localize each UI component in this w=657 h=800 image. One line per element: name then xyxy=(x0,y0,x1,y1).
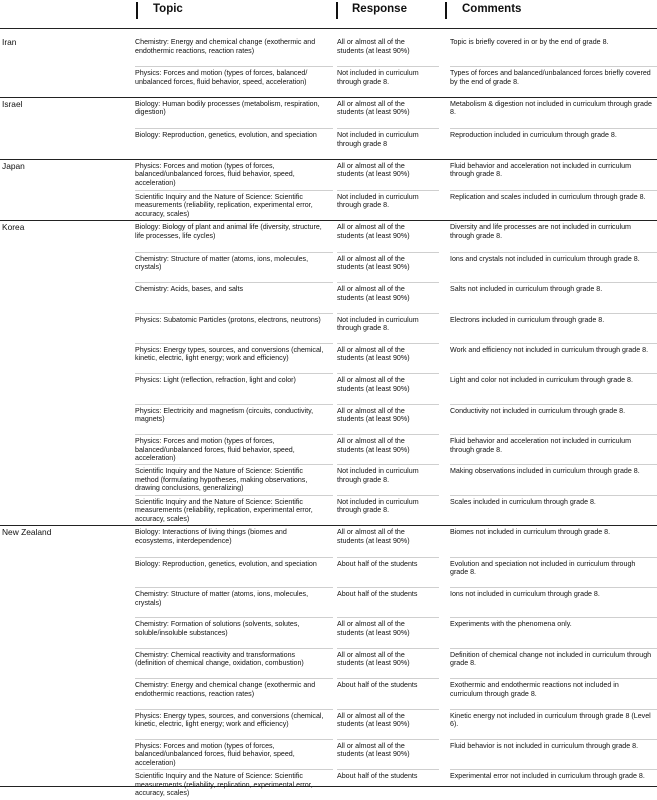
topic-cell: Scientific Inquiry and the Nature of Science: Scientific measurements (reliability, replication, experimental error, accuracy, scales) xyxy=(135,769,333,799)
comments-cell: Definition of chemical change not included in curriculum through grade 8. xyxy=(450,648,657,678)
response-cell: All or almost all of the students (at least 90%) xyxy=(337,648,439,678)
comments-cell: Experiments with the phenomena only. xyxy=(450,617,657,647)
column-gap xyxy=(439,160,450,190)
country-block xyxy=(0,97,657,159)
topic-cell: Physics: Energy types, sources, and conversions (chemical, kinetic, electric, light energy; work and efficiency) xyxy=(135,709,333,739)
country-block xyxy=(0,36,657,97)
country-name: Korea xyxy=(2,222,25,233)
country-name: Japan xyxy=(2,160,25,171)
topic-cell: Biology: Reproduction, genetics, evolution, and speciation xyxy=(135,557,333,587)
topic-cell: Physics: Forces and motion (types of forces, balanced/unbalanced forces, fluid behavior, speed, acceleration) xyxy=(135,739,333,769)
column-gap xyxy=(439,128,450,158)
comments-cell: Metabolism & digestion not included in curriculum through grade 8. xyxy=(450,99,652,117)
response-cell: All or almost all of the students (at least 90%) xyxy=(337,282,439,312)
country-name xyxy=(0,739,135,769)
comments-cell: Experimental error not included in curriculum through grade 8. xyxy=(450,769,657,799)
column-gap xyxy=(439,252,450,282)
topic-cell: Chemistry: Formation of solutions (solvents, solutes, soluble/insoluble substances) xyxy=(135,617,333,647)
response-cell: Not included in curriculum through grade 8. xyxy=(337,464,439,494)
table-row xyxy=(0,252,657,282)
comments-cell: Electrons included in curriculum through grade 8. xyxy=(450,313,657,343)
table-row xyxy=(0,739,657,769)
country-name xyxy=(0,282,135,312)
column-gap xyxy=(439,739,450,769)
country-name xyxy=(0,343,135,373)
table-row xyxy=(0,495,657,525)
table-row xyxy=(0,557,657,587)
topic-cell: Biology: Interactions of living things (biomes and ecosystems, interdependence) xyxy=(135,528,287,545)
response-cell: All or almost all of the students (at least 90%) xyxy=(337,434,439,464)
response-cell: All or almost all of the students (at least 90%) xyxy=(337,373,439,403)
table-body xyxy=(0,36,657,800)
response-cell: All or almost all of the students (at least 90%) xyxy=(337,343,439,373)
comments-cell: Making observations included in curriculum through grade 8. xyxy=(450,464,657,494)
header-comments: Comments xyxy=(462,3,522,15)
table-row xyxy=(0,282,657,312)
column-gap xyxy=(439,313,450,343)
response-cell: All or almost all of the students (at least 90%) xyxy=(337,161,410,179)
column-gap xyxy=(439,464,450,494)
table-header xyxy=(0,0,657,22)
comments-cell: Reproduction included in curriculum through grade 8. xyxy=(450,128,657,158)
response-cell: All or almost all of the students (at least 90%) xyxy=(337,528,410,545)
table-row xyxy=(0,66,657,96)
column-gap xyxy=(439,190,450,220)
topic-cell: Scientific Inquiry and the Nature of Science: Scientific measurements (reliability, replication, experimental error, accuracy, scales) xyxy=(135,495,333,525)
column-gap xyxy=(439,557,450,587)
header-topic: Topic xyxy=(153,3,183,15)
header-divider xyxy=(336,2,338,19)
country-name xyxy=(0,769,135,799)
column-gap xyxy=(439,373,450,403)
column-gap xyxy=(439,648,450,678)
table-row xyxy=(0,587,657,617)
column-gap xyxy=(439,404,450,434)
country-block xyxy=(0,159,657,221)
comments-cell: Scales included in curriculum through grade 8. xyxy=(450,495,657,525)
comments-cell: Ions and crystals not included in curriculum through grade 8. xyxy=(450,252,657,282)
column-gap xyxy=(439,343,450,373)
country-block xyxy=(0,220,657,525)
topic-cell: Physics: Energy types, sources, and conversions (chemical, kinetic, electric, light energy; work and efficiency) xyxy=(135,343,333,373)
bottom-rule xyxy=(0,786,657,787)
response-cell: About half of the students xyxy=(337,587,439,617)
response-cell: About half of the students xyxy=(337,678,439,708)
table-row xyxy=(0,36,657,66)
response-cell: All or almost all of the students (at least 90%) xyxy=(337,38,410,55)
country-name xyxy=(0,313,135,343)
country-name: Iran xyxy=(2,37,17,47)
topic-cell: Scientific Inquiry and the Nature of Science: Scientific measurements (reliability, replication, experimental error, accuracy, scales) xyxy=(135,190,333,220)
header-divider xyxy=(136,2,138,19)
column-gap xyxy=(439,526,450,556)
table-row xyxy=(0,313,657,343)
table-row xyxy=(0,464,657,494)
country-name xyxy=(0,66,135,96)
topic-cell: Physics: Forces and motion (types of forces, balanced/unbalanced forces, fluid behavior, speed, acceleration) xyxy=(135,434,333,464)
country-name xyxy=(0,252,135,282)
response-cell: All or almost all of the students (at least 90%) xyxy=(337,709,439,739)
column-gap xyxy=(439,617,450,647)
column-gap xyxy=(439,587,450,617)
country-name xyxy=(0,678,135,708)
comments-cell: Types of forces and balanced/unbalanced forces briefly covered by the end of grade 8. xyxy=(450,66,657,96)
response-cell: Not included in curriculum through grade 8. xyxy=(337,66,439,96)
topic-cell: Chemistry: Acids, bases, and salts xyxy=(135,282,333,312)
comments-cell: Light and color not included in curriculum through grade 8. xyxy=(450,373,657,403)
country-name xyxy=(0,464,135,494)
response-cell: About half of the students xyxy=(337,557,439,587)
comments-cell: Biomes not included in curriculum through grade 8. xyxy=(450,528,611,537)
column-gap xyxy=(439,282,450,312)
header-response: Response xyxy=(352,3,407,15)
table-row xyxy=(0,617,657,647)
topic-cell: Physics: Forces and motion (types of forces, balanced/ unbalanced forces, fluid behavior, speed, acceleration) xyxy=(135,66,333,96)
country-name xyxy=(0,557,135,587)
comments-cell: Conductivity not included in curriculum through grade 8. xyxy=(450,404,657,434)
country-name: Israel xyxy=(2,98,23,109)
country-name xyxy=(0,434,135,464)
topic-cell: Chemistry: Structure of matter (atoms, ions, molecules, crystals) xyxy=(135,587,333,617)
comments-cell: Salts not included in curriculum through grade 8. xyxy=(450,282,657,312)
column-gap xyxy=(439,678,450,708)
column-gap xyxy=(439,98,450,128)
column-gap xyxy=(439,709,450,739)
column-gap xyxy=(439,495,450,525)
table-row xyxy=(0,769,657,799)
table-row xyxy=(0,678,657,708)
topic-cell: Physics: Forces and motion (types of forces, balanced/unbalanced forces, fluid behavior, speed, acceleration) xyxy=(135,161,295,187)
country-name xyxy=(0,495,135,525)
country-name xyxy=(0,648,135,678)
table-row xyxy=(0,373,657,403)
comments-cell: Evolution and speciation not included in curriculum through grade 8. xyxy=(450,557,657,587)
country-name: New Zealand xyxy=(2,527,52,538)
country-name xyxy=(0,190,135,220)
table-row xyxy=(0,160,657,190)
comments-cell: Fluid behavior and acceleration not included in curriculum through grade 8. xyxy=(450,161,631,179)
comments-cell: Work and efficiency not included in curriculum through grade 8. xyxy=(450,343,657,373)
comments-cell: Diversity and life processes are not included in curriculum through grade 8. xyxy=(450,223,631,240)
country-block xyxy=(0,525,657,800)
topic-cell: Physics: Electricity and magnetism (circuits, conductivity, magnets) xyxy=(135,404,333,434)
table-row xyxy=(0,709,657,739)
topic-cell: Biology: Biology of plant and animal life (diversity, structure, life processes, life cycles) xyxy=(135,223,322,240)
table-row xyxy=(0,190,657,220)
country-name xyxy=(0,128,135,158)
country-name xyxy=(0,709,135,739)
response-cell: Not included in curriculum through grade 8. xyxy=(337,190,439,220)
comments-cell: Exothermic and endothermic reactions not included in curriculum through grade 8. xyxy=(450,678,657,708)
topic-cell: Chemistry: Energy and chemical change (exothermic and endothermic reactions, reaction rates) xyxy=(135,38,316,55)
response-cell: All or almost all of the students (at least 90%) xyxy=(337,99,410,117)
topic-cell: Chemistry: Chemical reactivity and transformations (definition of chemical change, oxidation, combustion) xyxy=(135,648,333,678)
country-name xyxy=(0,587,135,617)
topic-cell: Physics: Subatomic Particles (protons, electrons, neutrons) xyxy=(135,313,333,343)
response-cell: Not included in curriculum through grade 8. xyxy=(337,495,439,525)
response-cell: All or almost all of the students (at least 90%) xyxy=(337,617,439,647)
topic-cell: Chemistry: Energy and chemical change (exothermic and endothermic reactions, reaction rates) xyxy=(135,678,333,708)
response-cell: About half of the students xyxy=(337,769,439,799)
comments-cell: Replication and scales included in curriculum through grade 8. xyxy=(450,190,657,220)
table-row xyxy=(0,98,657,128)
response-cell: All or almost all of the students (at least 90%) xyxy=(337,223,410,240)
topic-cell: Chemistry: Structure of matter (atoms, ions, molecules, crystals) xyxy=(135,252,333,282)
table-row xyxy=(0,404,657,434)
table-row xyxy=(0,526,657,556)
comments-cell: Fluid behavior and acceleration not included in curriculum through grade 8. xyxy=(450,434,657,464)
country-name xyxy=(0,373,135,403)
column-gap xyxy=(439,769,450,799)
header-divider xyxy=(445,2,447,19)
country-name xyxy=(0,404,135,434)
comments-cell: Ions not included in curriculum through grade 8. xyxy=(450,587,657,617)
header-rule xyxy=(0,28,657,29)
column-gap xyxy=(439,434,450,464)
country-name xyxy=(0,617,135,647)
column-gap xyxy=(439,221,450,251)
response-cell: All or almost all of the students (at least 90%) xyxy=(337,252,439,282)
table-row xyxy=(0,434,657,464)
comments-cell: Topic is briefly covered in or by the end of grade 8. xyxy=(450,38,609,46)
comments-cell: Fluid behavior is not included in curriculum through grade 8. xyxy=(450,739,657,769)
comments-cell: Kinetic energy not included in curriculum through grade 8 (Level 6). xyxy=(450,709,657,739)
topic-cell: Biology: Reproduction, genetics, evolution, and speciation xyxy=(135,128,333,158)
topic-cell: Scientific Inquiry and the Nature of Science: Scientific method (formulating hypotheses, making observations, drawing conclusions, generalizing) xyxy=(135,464,333,494)
column-gap xyxy=(439,66,450,96)
topic-cell: Physics: Light (reflection, refraction, light and color) xyxy=(135,373,333,403)
table-row xyxy=(0,343,657,373)
response-cell: All or almost all of the students (at least 90%) xyxy=(337,404,439,434)
column-gap xyxy=(439,36,450,66)
topic-cell: Biology: Human bodily processes (metabolism, respiration, digestion) xyxy=(135,99,320,117)
response-cell: Not included in curriculum through grade 8. xyxy=(337,313,439,343)
table-row xyxy=(0,648,657,678)
table-row xyxy=(0,221,657,251)
response-cell: Not included in curriculum through grade 8 xyxy=(337,128,439,158)
table-row xyxy=(0,128,657,158)
response-cell: All or almost all of the students (at least 90%) xyxy=(337,739,439,769)
